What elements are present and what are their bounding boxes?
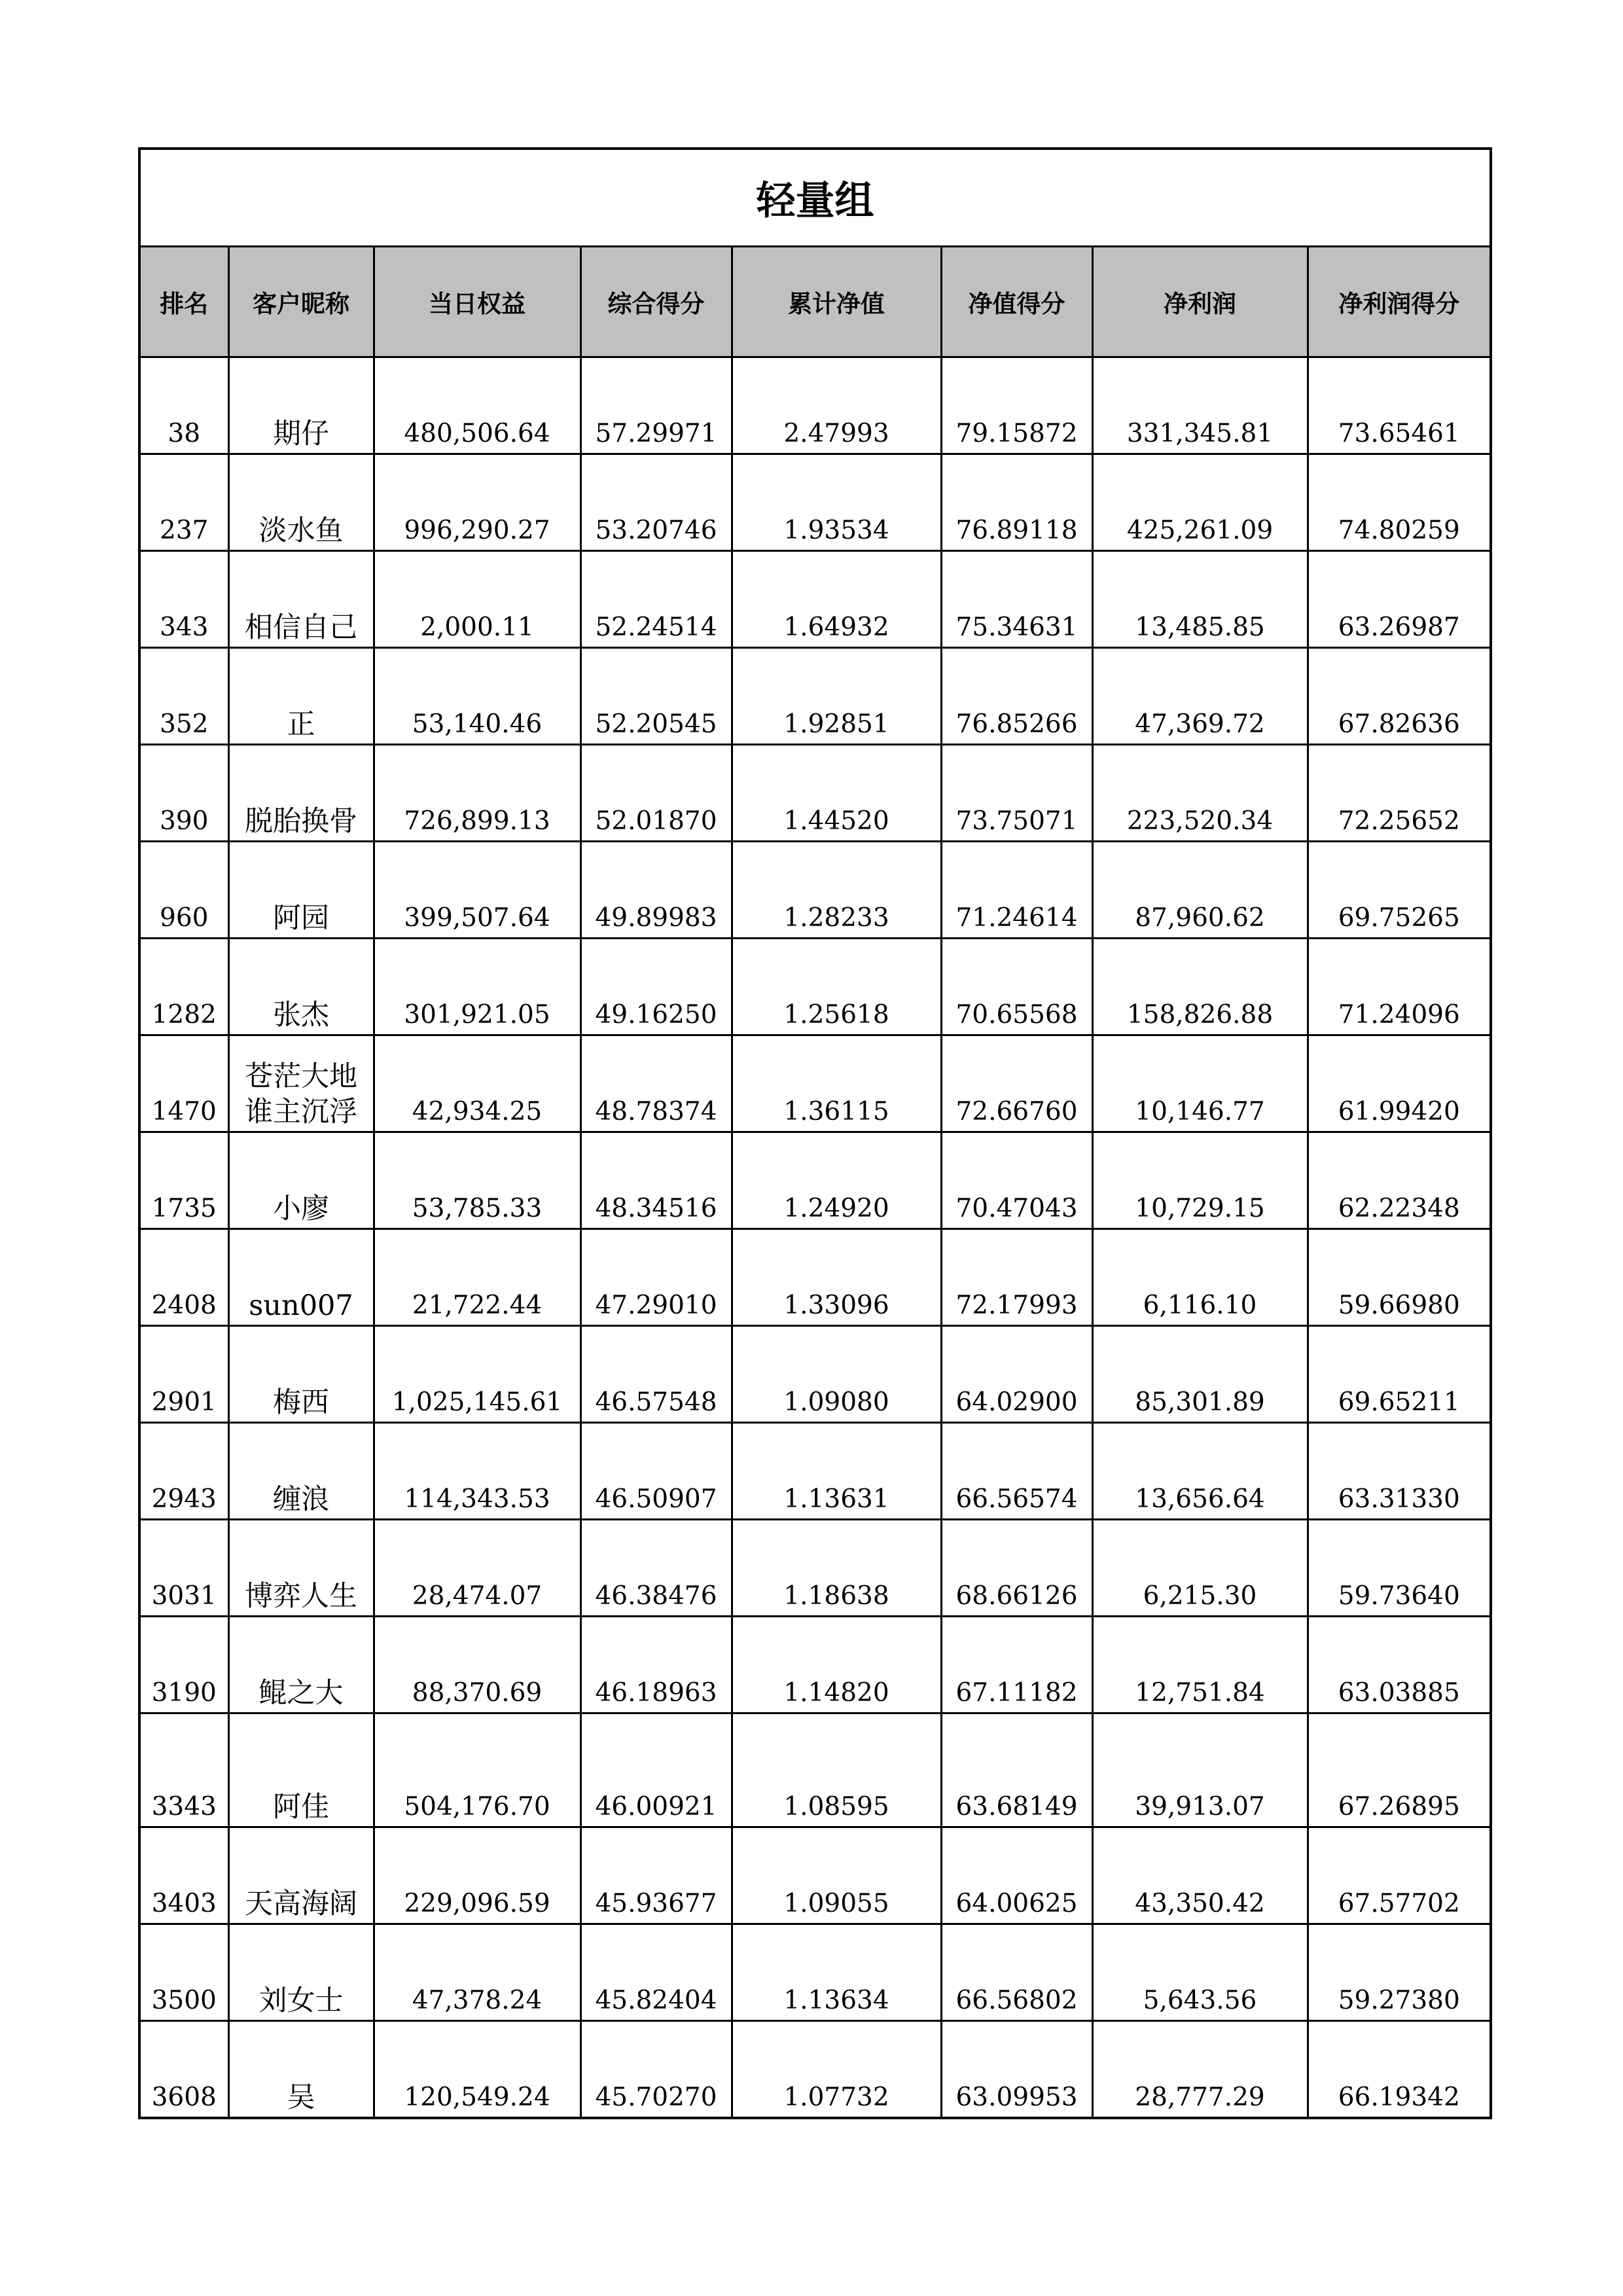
cell-net-profit: 6,215.30: [1092, 1520, 1308, 1617]
nickname-text: 正: [287, 708, 315, 741]
cell-nav-score: 63.68149: [941, 1713, 1092, 1827]
cell-daily-equity: 301,921.05: [374, 939, 580, 1035]
cell-daily-equity: 504,176.70: [374, 1713, 580, 1827]
cell-cumulative-nav: 1.36115: [732, 1035, 941, 1132]
cell-net-profit: 85,301.89: [1092, 1326, 1308, 1423]
cell-net-profit: 12,751.84: [1092, 1617, 1308, 1713]
cell-net-profit: 28,777.29: [1092, 2021, 1308, 2119]
cell-daily-equity: 21,722.44: [374, 1229, 580, 1326]
cell-total-score: 46.18963: [580, 1617, 732, 1713]
cell-cumulative-nav: 1.25618: [732, 939, 941, 1035]
nickname-text: 阿佳: [273, 1791, 329, 1823]
table-row: [139, 1326, 1491, 1423]
cell-net-profit: 39,913.07: [1092, 1713, 1308, 1827]
nickname-text: 脱胎换骨: [245, 805, 357, 838]
nickname-text: 相信自己: [245, 611, 357, 644]
cell-nav-score: 73.75071: [941, 745, 1092, 842]
cell-cumulative-nav: 1.13631: [732, 1423, 941, 1520]
cell-net-profit-score: 71.24096: [1308, 939, 1491, 1035]
cell-total-score: 48.34516: [580, 1132, 732, 1229]
cell-net-profit-score: 59.27380: [1308, 1924, 1491, 2021]
cell-nickname: [228, 454, 374, 551]
nickname-text: 博弈人生: [245, 1580, 357, 1613]
cell-total-score: 52.20545: [580, 648, 732, 745]
cell-net-profit: 43,350.42: [1092, 1827, 1308, 1924]
cell-nickname: [228, 842, 374, 939]
cell-nickname: [228, 1617, 374, 1713]
nickname-text: 张杰: [273, 999, 329, 1031]
cell-nickname: [228, 1423, 374, 1520]
cell-nickname: [228, 939, 374, 1035]
cell-cumulative-nav: 1.92851: [732, 648, 941, 745]
cell-cumulative-nav: 1.14820: [732, 1617, 941, 1713]
table-row: [139, 551, 1491, 648]
cell-net-profit: 10,146.77: [1092, 1035, 1308, 1132]
cell-rank: 3031: [139, 1520, 228, 1617]
cell-nickname: [228, 1520, 374, 1617]
cell-nav-score: 66.56802: [941, 1924, 1092, 2021]
cell-nickname: [228, 1924, 374, 2021]
nickname-text: 期仔: [273, 418, 329, 450]
cell-net-profit: 331,345.81: [1092, 357, 1308, 454]
nickname-text: 小廖: [273, 1193, 329, 1225]
cell-total-score: 57.29971: [580, 357, 732, 454]
cell-daily-equity: 47,378.24: [374, 1924, 580, 2021]
cell-nav-score: 66.56574: [941, 1423, 1092, 1520]
cell-net-profit: 87,960.62: [1092, 842, 1308, 939]
cell-nav-score: 63.09953: [941, 2021, 1092, 2119]
nickname-text: 苍茫大地谁主沉浮: [245, 1060, 357, 1128]
cell-daily-equity: 53,140.46: [374, 648, 580, 745]
cell-net-profit-score: 59.66980: [1308, 1229, 1491, 1326]
cell-nickname: [228, 551, 374, 648]
cell-net-profit-score: 62.22348: [1308, 1132, 1491, 1229]
cell-total-score: 46.00921: [580, 1713, 732, 1827]
cell-nickname: [228, 1035, 374, 1132]
cell-rank: 38: [139, 357, 228, 454]
cell-daily-equity: 114,343.53: [374, 1423, 580, 1520]
cell-rank: 1735: [139, 1132, 228, 1229]
table-row: [139, 842, 1491, 939]
cell-nickname: [228, 1326, 374, 1423]
cell-rank: 3403: [139, 1827, 228, 1924]
header-net-profit-score: 净利润得分: [1308, 247, 1491, 357]
header-rank: 排名: [139, 247, 228, 357]
cell-net-profit-score: 63.31330: [1308, 1423, 1491, 1520]
table-row: [139, 1520, 1491, 1617]
cell-net-profit: 158,826.88: [1092, 939, 1308, 1035]
cell-rank: 2408: [139, 1229, 228, 1326]
table-row: [139, 1035, 1491, 1132]
cell-rank: 3500: [139, 1924, 228, 2021]
cell-nav-score: 72.17993: [941, 1229, 1092, 1326]
cell-net-profit-score: 59.73640: [1308, 1520, 1491, 1617]
nickname-text: 鲲之大: [259, 1677, 344, 1710]
table-row: [139, 745, 1491, 842]
cell-nav-score: 68.66126: [941, 1520, 1092, 1617]
header-total-score: 综合得分: [580, 247, 732, 357]
cell-net-profit: 47,369.72: [1092, 648, 1308, 745]
cell-rank: 3608: [139, 2021, 228, 2119]
table-row: [139, 1617, 1491, 1713]
table-row: [139, 1924, 1491, 2021]
cell-daily-equity: 2,000.11: [374, 551, 580, 648]
cell-total-score: 52.01870: [580, 745, 732, 842]
cell-net-profit: 223,520.34: [1092, 745, 1308, 842]
nickname-text: 梅西: [273, 1386, 329, 1419]
cell-net-profit-score: 74.80259: [1308, 454, 1491, 551]
cell-total-score: 53.20746: [580, 454, 732, 551]
cell-nav-score: 70.65568: [941, 939, 1092, 1035]
cell-net-profit: 425,261.09: [1092, 454, 1308, 551]
table-row: [139, 939, 1491, 1035]
cell-cumulative-nav: 1.93534: [732, 454, 941, 551]
nickname-text: 吴: [287, 2081, 315, 2114]
cell-net-profit-score: 67.26895: [1308, 1713, 1491, 1827]
cell-net-profit-score: 67.57702: [1308, 1827, 1491, 1924]
cell-nickname: [228, 648, 374, 745]
cell-daily-equity: 42,934.25: [374, 1035, 580, 1132]
cell-total-score: 47.29010: [580, 1229, 732, 1326]
cell-nav-score: 71.24614: [941, 842, 1092, 939]
cell-net-profit-score: 67.82636: [1308, 648, 1491, 745]
header-net-profit: 净利润: [1092, 247, 1308, 357]
cell-rank: 237: [139, 454, 228, 551]
cell-nav-score: 64.02900: [941, 1326, 1092, 1423]
cell-nav-score: 67.11182: [941, 1617, 1092, 1713]
cell-nickname: [228, 745, 374, 842]
cell-net-profit-score: 66.19342: [1308, 2021, 1491, 2119]
nickname-text: 天高海阔: [245, 1888, 357, 1920]
header-daily-equity: 当日权益: [374, 247, 580, 357]
table-row: [139, 2021, 1491, 2119]
cell-net-profit-score: 69.75265: [1308, 842, 1491, 939]
table-row: [139, 1132, 1491, 1229]
cell-rank: 3343: [139, 1713, 228, 1827]
cell-net-profit: 5,643.56: [1092, 1924, 1308, 2021]
cell-nickname: [228, 1713, 374, 1827]
cell-cumulative-nav: 1.33096: [732, 1229, 941, 1326]
nickname-text: 缠浪: [273, 1483, 329, 1516]
cell-rank: 352: [139, 648, 228, 745]
cell-nickname: [228, 357, 374, 454]
cell-nav-score: 76.89118: [941, 454, 1092, 551]
cell-total-score: 49.89983: [580, 842, 732, 939]
cell-daily-equity: 1,025,145.61: [374, 1326, 580, 1423]
cell-cumulative-nav: 1.24920: [732, 1132, 941, 1229]
cell-total-score: 45.70270: [580, 2021, 732, 2119]
cell-daily-equity: 726,899.13: [374, 745, 580, 842]
cell-total-score: 45.82404: [580, 1924, 732, 2021]
cell-nav-score: 64.00625: [941, 1827, 1092, 1924]
table-row: [139, 1827, 1491, 1924]
table-row: [139, 1423, 1491, 1520]
cell-cumulative-nav: 1.18638: [732, 1520, 941, 1617]
cell-rank: 2943: [139, 1423, 228, 1520]
cell-daily-equity: 399,507.64: [374, 842, 580, 939]
cell-rank: 1470: [139, 1035, 228, 1132]
cell-total-score: 46.38476: [580, 1520, 732, 1617]
cell-net-profit-score: 69.65211: [1308, 1326, 1491, 1423]
table-title: 轻量组: [139, 149, 1491, 247]
cell-nav-score: 79.15872: [941, 357, 1092, 454]
header-cumulative-nav: 累计净值: [732, 247, 941, 357]
nickname-text: 阿园: [273, 902, 329, 935]
cell-daily-equity: 996,290.27: [374, 454, 580, 551]
cell-cumulative-nav: 1.44520: [732, 745, 941, 842]
cell-rank: 1282: [139, 939, 228, 1035]
cell-daily-equity: 53,785.33: [374, 1132, 580, 1229]
cell-rank: 960: [139, 842, 228, 939]
cell-daily-equity: 88,370.69: [374, 1617, 580, 1713]
nickname-text: 淡水鱼: [259, 514, 344, 547]
cell-nav-score: 76.85266: [941, 648, 1092, 745]
cell-nav-score: 75.34631: [941, 551, 1092, 648]
table-row: [139, 357, 1491, 454]
cell-net-profit-score: 63.03885: [1308, 1617, 1491, 1713]
cell-cumulative-nav: 1.09080: [732, 1326, 941, 1423]
cell-rank: 390: [139, 745, 228, 842]
header-nickname: 客户昵称: [228, 247, 374, 357]
cell-net-profit-score: 73.65461: [1308, 357, 1491, 454]
cell-daily-equity: 480,506.64: [374, 357, 580, 454]
ranking-table: [138, 147, 1492, 2119]
header-nav-score: 净值得分: [941, 247, 1092, 357]
table-row: [139, 1713, 1491, 1827]
cell-daily-equity: 229,096.59: [374, 1827, 580, 1924]
cell-cumulative-nav: 1.08595: [732, 1713, 941, 1827]
cell-cumulative-nav: 1.09055: [732, 1827, 941, 1924]
cell-net-profit: 13,656.64: [1092, 1423, 1308, 1520]
cell-total-score: 45.93677: [580, 1827, 732, 1924]
cell-cumulative-nav: 2.47993: [732, 357, 941, 454]
cell-net-profit-score: 63.26987: [1308, 551, 1491, 648]
cell-total-score: 46.50907: [580, 1423, 732, 1520]
table-row: [139, 1229, 1491, 1326]
cell-cumulative-nav: 1.28233: [732, 842, 941, 939]
cell-nickname: [228, 1229, 374, 1326]
cell-cumulative-nav: 1.13634: [732, 1924, 941, 2021]
cell-net-profit-score: 61.99420: [1308, 1035, 1491, 1132]
cell-nav-score: 70.47043: [941, 1132, 1092, 1229]
cell-nickname: [228, 1827, 374, 1924]
table-row: [139, 454, 1491, 551]
cell-total-score: 49.16250: [580, 939, 732, 1035]
cell-daily-equity: 120,549.24: [374, 2021, 580, 2119]
cell-rank: 343: [139, 551, 228, 648]
cell-net-profit-score: 72.25652: [1308, 745, 1491, 842]
cell-nickname: [228, 2021, 374, 2119]
cell-nav-score: 72.66760: [941, 1035, 1092, 1132]
cell-net-profit: 13,485.85: [1092, 551, 1308, 648]
cell-total-score: 48.78374: [580, 1035, 732, 1132]
cell-rank: 3190: [139, 1617, 228, 1713]
cell-nickname: [228, 1132, 374, 1229]
cell-cumulative-nav: 1.64932: [732, 551, 941, 648]
table-row: [139, 648, 1491, 745]
cell-rank: 2901: [139, 1326, 228, 1423]
cell-net-profit: 10,729.15: [1092, 1132, 1308, 1229]
cell-total-score: 46.57548: [580, 1326, 732, 1423]
cell-cumulative-nav: 1.07732: [732, 2021, 941, 2119]
header-row: [139, 247, 1491, 357]
cell-net-profit: 6,116.10: [1092, 1229, 1308, 1326]
cell-daily-equity: 28,474.07: [374, 1520, 580, 1617]
nickname-text: 刘女士: [259, 1984, 344, 2017]
cell-total-score: 52.24514: [580, 551, 732, 648]
nickname-text: sun007: [249, 1289, 353, 1322]
